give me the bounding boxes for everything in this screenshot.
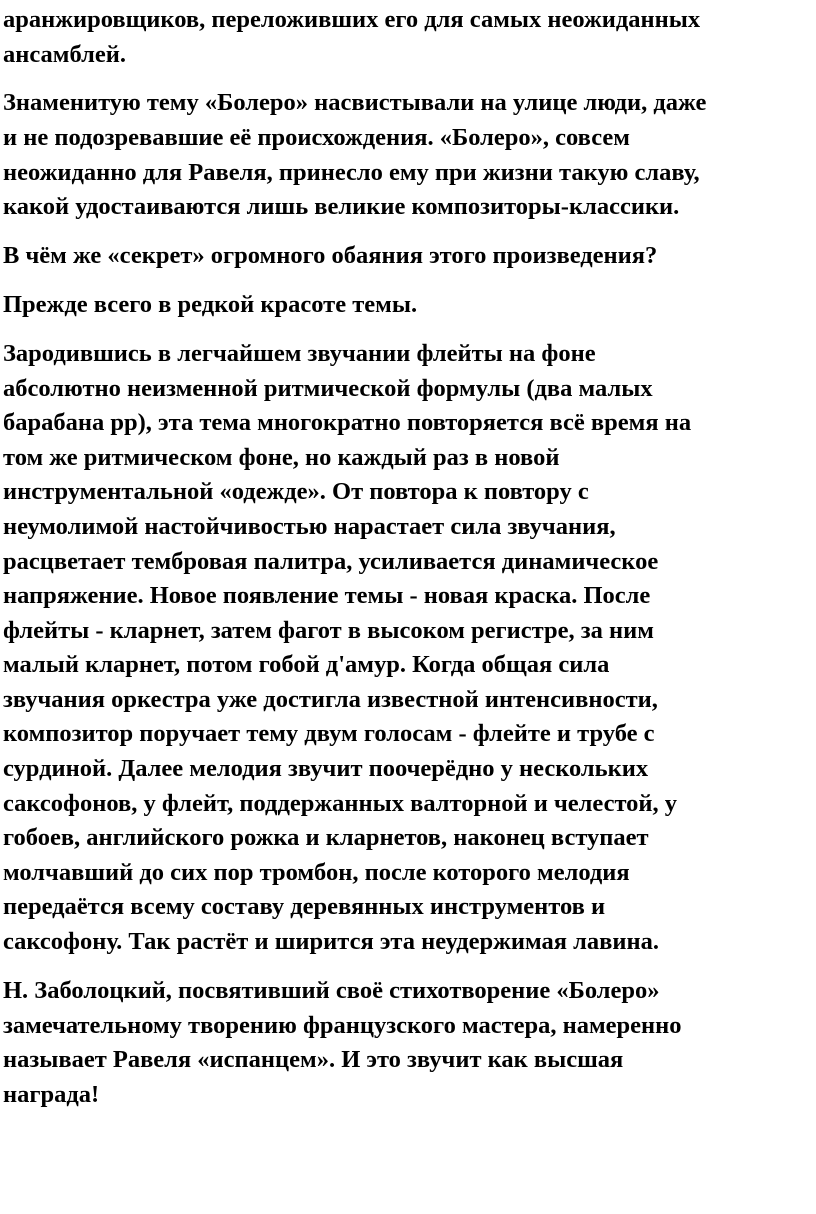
paragraph-2 [3, 86, 813, 224]
text-line: какой удостаиваются лишь великие композиторы-классики. [3, 193, 680, 221]
paragraph-6 [3, 974, 813, 1112]
text-line: напряжение. Новое появление темы - новая краска. После [3, 582, 651, 610]
text-line: малый кларнет, потом гобой д'амур. Когда общая сила [3, 651, 610, 679]
text-line: звучания оркестра уже достигла известной интенсивности, [3, 685, 658, 713]
text-line: передаётся всему составу деревянных инструментов и [3, 893, 606, 921]
text-line: аранжировщиков, переложивших его для самых неожиданных [3, 6, 701, 33]
text-line: расцветает тембровая палитра, усиливается динамическое [3, 547, 659, 575]
paragraph-3 [3, 239, 813, 274]
text-line: сурдиной. Далее мелодия звучит поочерёдно у нескольких [3, 755, 649, 783]
text-line: награда! [3, 1080, 100, 1108]
text-line: саксофону. Так растёт и ширится эта неудержимая лавина. [3, 928, 659, 956]
text-line: называет Равеля «испанцем». И это звучит как высшая [3, 1046, 624, 1074]
text-line: Зародившись в легчайшем звучании флейты на фоне [3, 339, 596, 367]
text-line: ансамблей. [3, 40, 126, 68]
text-line: композитор поручает тему двум голосам - флейте и трубе с [3, 720, 655, 748]
paragraph-4 [3, 288, 813, 323]
text-line: неумолимой настойчивостью нарастает сила звучания, [3, 512, 616, 540]
text-line: Знаменитую тему «Болеро» насвистывали на улице люди, даже [3, 89, 707, 117]
text-line: замечательному творению французского мастера, намеренно [3, 1011, 682, 1039]
text-line: саксофонов, у флейт, поддержанных валторной и челестой, у [3, 789, 678, 817]
text-line: том же ритмическом фоне, но каждый раз в новой [3, 443, 560, 471]
paragraph-1 [3, 3, 813, 72]
text-line: неожиданно для Равеля, принесло ему при жизни такую славу, [3, 158, 700, 186]
text-line: барабана pp), эта тема многократно повторяется всё время на [3, 409, 692, 437]
text-line: Н. Заболоцкий, посвятивший своё стихотворение «Болеро» [3, 976, 660, 1004]
text-line: и не подозревавшие её происхождения. «Болеро», совсем [3, 124, 630, 152]
text-line: гобоев, английского рожка и кларнетов, наконец вступает [3, 824, 649, 852]
text-line: В чём же «секрет» огромного обаяния этого произведения? [3, 242, 658, 270]
paragraph-5 [3, 337, 813, 960]
text-line: инструментальной «одежде». От повтора к повтору с [3, 478, 589, 506]
text-line: флейты - кларнет, затем фагот в высоком регистре, за ним [3, 616, 654, 644]
text-line: Прежде всего в редкой красоте темы. [3, 291, 418, 319]
text-line: молчавший до сих пор тромбон, после которого мелодия [3, 858, 630, 886]
text-line: абсолютно неизменной ритмической формулы (два малых [3, 374, 653, 402]
